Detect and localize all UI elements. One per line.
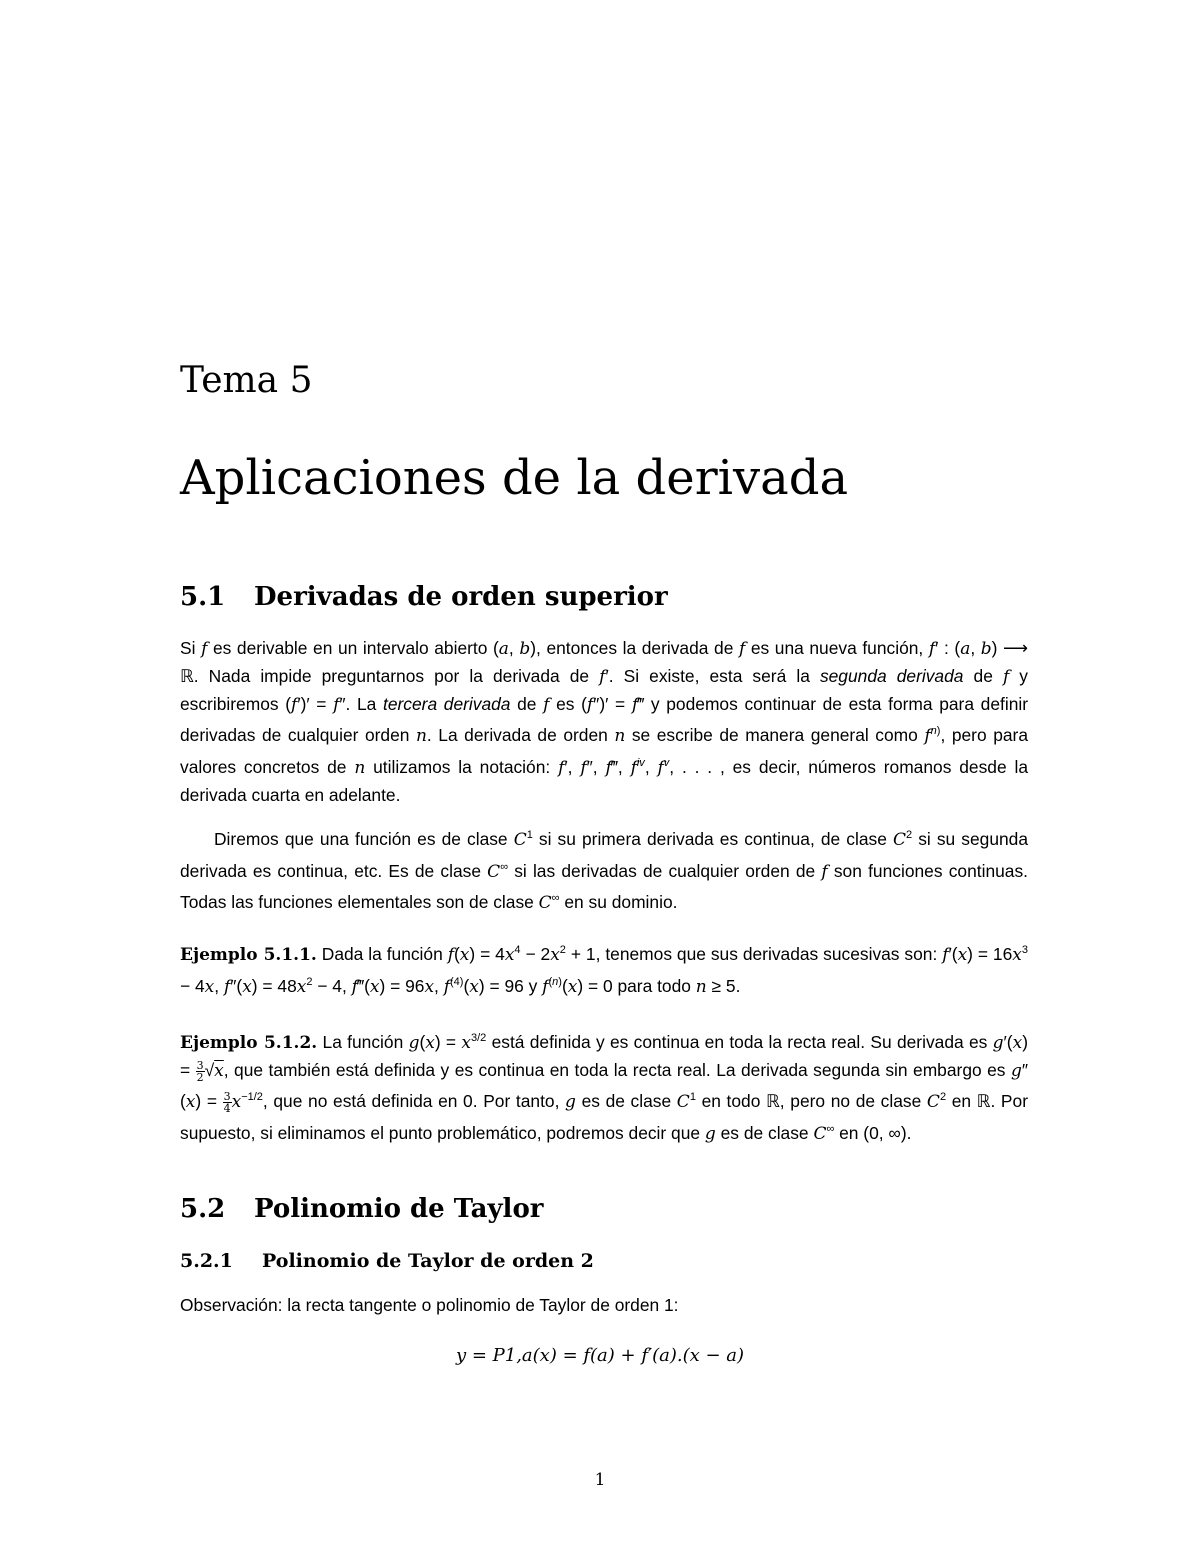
section-heading-5-1 — [180, 582, 668, 612]
page-number: 1 — [594, 1470, 606, 1490]
paragraph-class-definition: Diremos que una función es de clase $C^1$ si su primera derivada es continua, de clase $C^2$ si su segunda derivada es continua, etc. Es de clase C∞ si las derivadas de cualquier orden de f son funciones continuas. Todas las funciones elementales son de clase C∞ en su dominio. — [180, 828, 1029, 913]
example-label: Ejemplo 5.1.2. — [180, 1032, 318, 1053]
subsection-title: Polinomio de Taylor de orden 2 — [262, 1250, 594, 1272]
example-5-1-1: Ejemplo 5.1.1. Dada la función $f(x) = 4x^4 - 2x^2 + 1$, tenemos que sus derivadas sucesivas son: $f'(x) = 16x^3 - 4x$, $f''(x) = 48x^2 - 4$, f‴(x) = 96x, $f^{(4)}(x) = 96$ y $f^{(n)}(x) = 0$ para todo n ≥ 5. — [180, 943, 1028, 997]
chapter-label: Tema 5 — [180, 360, 313, 401]
equation-text: y = P1,a(x) = f(a) + f′(a).(x − a) — [455, 1345, 745, 1366]
subsection-number: 5.2.1 — [180, 1250, 233, 1272]
section-number: 5.2 — [180, 1194, 226, 1224]
subsection-heading-5-2-1 — [180, 1250, 594, 1272]
example-5-1-2: Ejemplo 5.1.2. La función $g(x) = x^{3/2}$ está definida y es continua en toda la recta real. Su derivada es g′(x) = $\frac{3}{2}$ √x, que también está definida y es continua en toda la recta real. La derivada segunda sin embargo es g″(x) = $\frac{3}{4}$ $x^{-1/2}$, que no está definida en 0. Por tanto, g es de clase $C^1$ en todo ℝ, pero no de clase $C^2$ en ℝ. Por supuesto, si eliminamos el punto problemático, podremos decir que g es de clase C∞ en (0, ∞). — [180, 1031, 1028, 1144]
section-title: Polinomio de Taylor — [254, 1194, 544, 1224]
chapter-title: Aplicaciones de la derivada — [180, 450, 849, 506]
example-label: Ejemplo 5.1.1. — [180, 944, 317, 965]
section-title: Derivadas de orden superior — [254, 582, 668, 612]
paragraph-intro: Si f es derivable en un intervalo abierto (a, b), entonces la derivada de f es una nueva función, f′ : (a, b) ⟶ ℝ. Nada impide preguntarnos por la derivada de f′. Si existe, esta será la segunda derivada de f y escribiremos (f′)′ = f″. La tercera derivada de f es (f″)′ = f‴ y podemos continuar de esta forma para definir derivadas de cualquier orden n. La derivada de orden n se escribe de manera general como $f^{n)}$, pero para valores concretos de n utilizamos la notación: f′, f″, f‴, $f^{iv}$, $f^v$, . . . , es decir, números romanos desde la derivada cuarta en adelante. — [180, 638, 1029, 805]
taylor-order-1-equation — [0, 1345, 1200, 1366]
section-number: 5.1 — [180, 582, 226, 612]
section-heading-5-2 — [180, 1194, 543, 1224]
observation-text: Observación: la recta tangente o polinomio de Taylor de orden 1: — [180, 1295, 679, 1315]
